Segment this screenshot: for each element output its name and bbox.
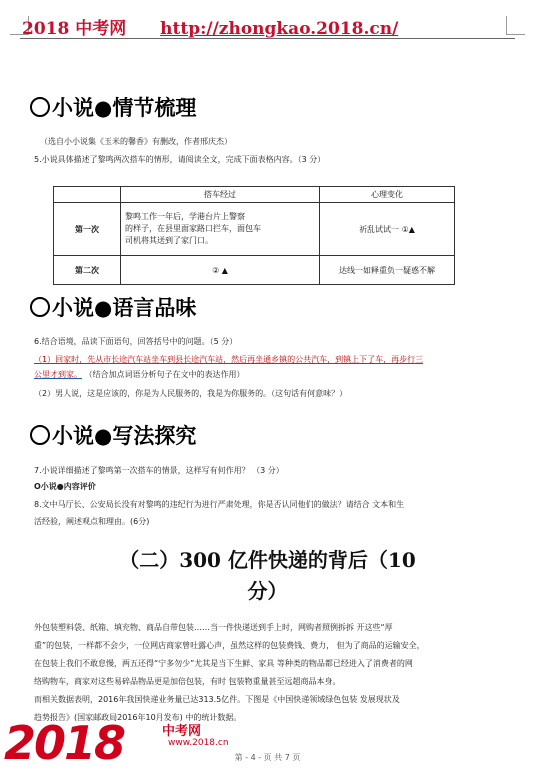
logo-number: 2018 <box>4 716 125 770</box>
source-note: （选自小小说集《玉米的馨香》有删改，作者邢庆杰） <box>40 137 232 146</box>
body-line: 而相关数据表明，2016年我国快递业务量已达313.5亿件。下图是《中国快递领域绿色包装 发展现状及 <box>34 695 400 704</box>
question-7: 7.小说详细描述了黎鸣第一次搭车的情景，这样写有何作用？ （3 分） <box>34 466 284 475</box>
table-cell-process[interactable] <box>121 203 320 256</box>
answer-table <box>53 186 455 285</box>
cell-line: 司机将其送到了家门口。 <box>125 236 213 245</box>
cell-line: 的样子，在县里面家路口拦车，面包车 <box>125 224 261 233</box>
part2-title-line-2: 分） <box>247 579 288 603</box>
circle-icon <box>30 425 50 445</box>
row-label: 第二次 <box>54 256 121 285</box>
body-line: 在包装上我们不敢怠慢，两五还得“宁多勿少”尤其是当下生鲜、家具 等种类的物品都已经进入了消费者的网 <box>34 659 413 668</box>
header-divider <box>20 38 515 39</box>
section-heading-language <box>30 292 196 322</box>
question-6-line-3: （2）男人说，这是应该的，你是为人民服务的，我是为你服务的。（这句话有何意味？） <box>34 389 348 398</box>
body-line: 外包装塑料袋、纸箱、填充物、商品自带包装……当一件快递送到手上时，网购者照例拆拆 开这些“厚 <box>34 623 393 632</box>
question-8-line-1: 8.文中马厅长、公安局长没有对黎鸣的违纪行为进行严肃处理，你是否认同他们的做法？请结合 文本和生 <box>34 500 405 509</box>
page-number: 第 - 4 - 页 共 7 页 <box>234 753 301 762</box>
body-line: 重”的包装，一样都不会少，一位网店商家曾吐露心声，虽然这样的包装费钱、费力， 但为了商品的运输安全， <box>34 641 425 650</box>
table-header-cell: 心理变化 <box>320 187 455 203</box>
part2-title-line-1: （二）300 亿件快递的背后（10 <box>119 548 416 572</box>
section-heading-plot <box>30 92 196 122</box>
table-header-cell <box>54 187 121 203</box>
section-title: 小说●语言品味 <box>52 296 197 320</box>
cell-line: 黎鸣工作一年后，学港台片上警察 <box>125 212 245 221</box>
section-title: 小说●情节梳理 <box>52 96 197 120</box>
table-row <box>54 256 455 285</box>
table-header-cell: 搭车经过 <box>121 187 320 203</box>
table-header-row <box>54 187 455 203</box>
circle-icon <box>30 97 50 117</box>
table-row <box>54 203 455 256</box>
section-title: 小说●写法探究 <box>52 424 197 448</box>
underlined-phrase: 公里才到家。 <box>34 370 82 379</box>
body-line: 趋势报告》(国家邮政局2016年10月发布) 中的统计数据。 <box>34 713 242 722</box>
circle-icon <box>30 297 50 317</box>
crop-mark-top-right <box>506 16 525 35</box>
question-6: 6.结合语境，品读下面语句，回答括号中的问题。（5 分） <box>34 337 238 346</box>
question-6-line-2 <box>34 369 245 380</box>
table-cell-mind[interactable]: 祈乱试试一 ①▲ <box>320 203 455 256</box>
body-line: 络购物车，商家对这些易碎品物品更是加倍包装，有时 包装物重量甚至远超商品本身。 <box>34 677 341 686</box>
logo-site-name: 中考网 <box>162 724 202 739</box>
question-8-line-2: 活经验，阐述观点和理由。(6分) <box>34 517 150 526</box>
part2-title <box>0 545 535 607</box>
page-header <box>22 14 398 39</box>
logo-domain: www.2018.cn <box>168 738 229 748</box>
table-cell-process[interactable]: ② ▲ <box>121 256 320 285</box>
section-heading-writing <box>30 420 196 450</box>
header-title: 2018 中考网 <box>22 19 127 39</box>
row-label: 第一次 <box>54 203 121 256</box>
header-url-link[interactable]: http://zhongkao.2018.cn/ <box>160 19 399 39</box>
question-5: 5.小说具体描述了黎鸣两次搭车的情形，请阅读全文，完成下面表格内容。（3 分） <box>34 155 326 164</box>
question-6-line-1: （1）回家时，先从市长途汽车站坐车到县长途汽车站，然后再坐通乡镇的公共汽车，到镇上下了车，再步行三 <box>34 355 424 364</box>
instruction: （结合加点词语分析句子在文中的表达作用） <box>84 370 245 379</box>
table-cell-mind[interactable]: 达线一如释重负一疑惑不解 <box>320 256 455 285</box>
content-eval-tag: O小说●内容评价 <box>34 482 96 491</box>
